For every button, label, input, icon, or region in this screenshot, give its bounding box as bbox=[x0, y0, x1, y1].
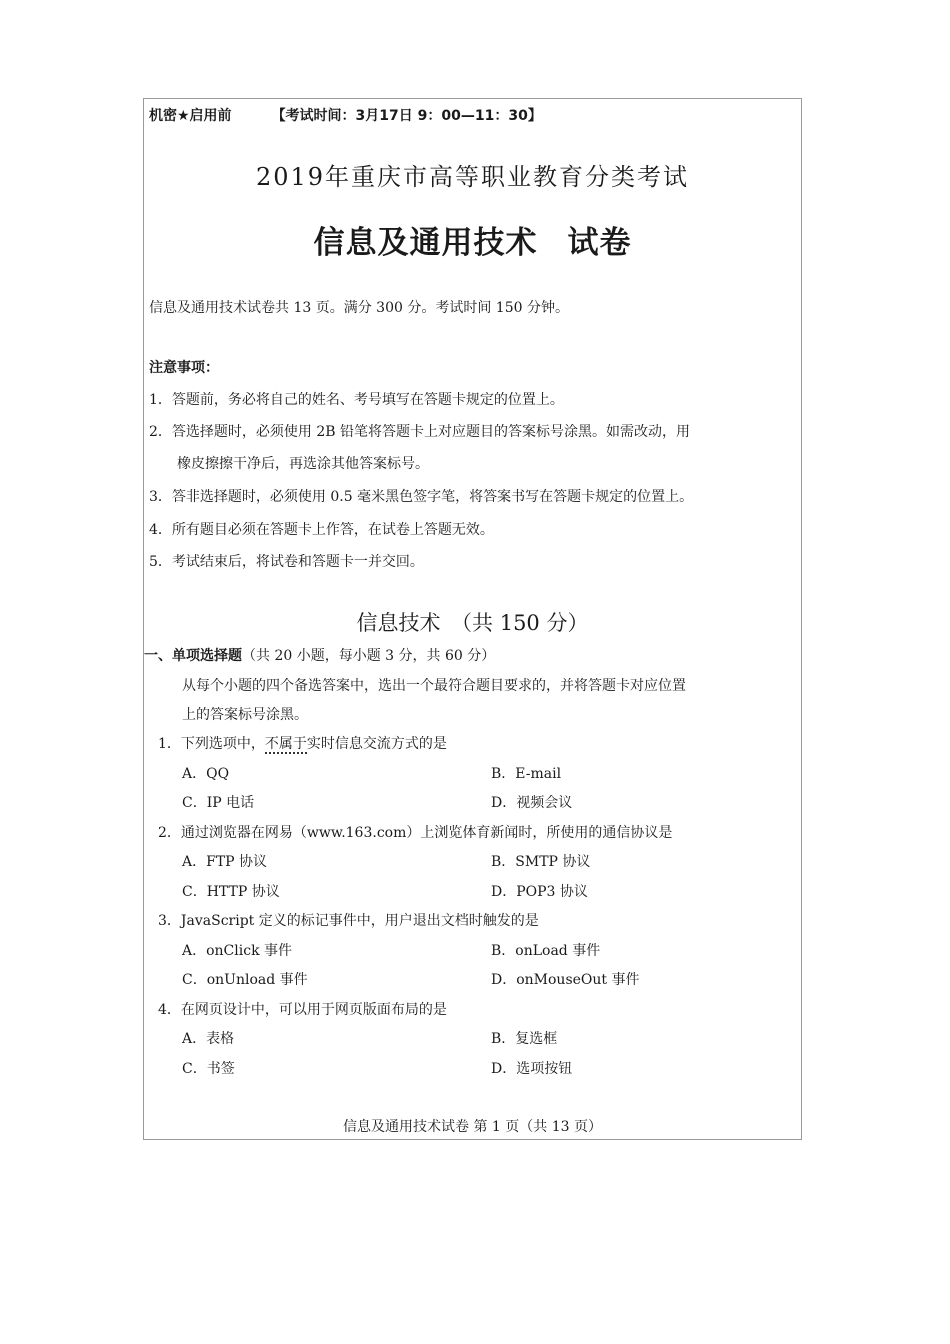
question-3-option-a: A．onClick 事件 bbox=[182, 943, 292, 959]
note-1: 1．答题前，务必将自己的姓名、考号填写在答题卡规定的位置上。 bbox=[149, 392, 564, 408]
part-instruction: 从每个小题的四个备选答案中，选出一个最符合题目要求的，并将答题卡对应位置 bbox=[182, 678, 686, 694]
paper-intro: 信息及通用技术试卷共 13 页。满分 300 分。考试时间 150 分钟。 bbox=[149, 300, 569, 316]
note-2-continued: 橡皮擦擦干净后，再选涂其他答案标号。 bbox=[177, 456, 429, 472]
question-2-option-b: B．SMTP 协议 bbox=[491, 854, 591, 870]
part-label: 一、单项选择题 bbox=[144, 648, 242, 664]
page-footer: 信息及通用技术试卷 第 1 页（共 13 页） bbox=[343, 1119, 602, 1135]
question-1-option-c: C．IP 电话 bbox=[182, 795, 255, 811]
confidential-label: 机密★启用前 bbox=[149, 108, 232, 124]
exam-title: 2019年重庆市高等职业教育分类考试 bbox=[255, 163, 690, 191]
part-heading bbox=[144, 645, 495, 665]
question-3-option-d: D．onMouseOut 事件 bbox=[491, 972, 640, 988]
section-title: 信息技术 （共 150 分） bbox=[356, 611, 589, 635]
question-3-option-b: B．onLoad 事件 bbox=[491, 943, 601, 959]
page-header bbox=[149, 105, 542, 125]
exam-time: 【考试时间：3月17日 9：00—11：30】 bbox=[271, 108, 542, 124]
paper-title bbox=[144, 217, 801, 262]
paper-title-subject: 信息及通用技术 bbox=[313, 225, 538, 261]
question-4-stem: 4．在网页设计中，可以用于网页版面布局的是 bbox=[158, 1002, 447, 1018]
note-3: 3．答非选择题时，必须使用 0.5 毫米黑色签字笔，将答案书写在答题卡规定的位置上。 bbox=[149, 489, 694, 505]
emphasis-text: 不属于 bbox=[264, 736, 307, 752]
exam-page bbox=[143, 98, 802, 1140]
question-1-option-d: D．视频会议 bbox=[491, 795, 573, 811]
question-4-option-c: C．书签 bbox=[182, 1061, 235, 1077]
question-1-stem: 1．下列选项中，不属于实时信息交流方式的是 bbox=[158, 736, 447, 752]
question-2-option-a: A．FTP 协议 bbox=[182, 854, 268, 870]
note-2: 2．答选择题时，必须使用 2B 铅笔将答题卡上对应题目的答案标号涂黑。如需改动，用 bbox=[149, 424, 691, 440]
note-4: 4．所有题目必须在答题卡上作答，在试卷上答题无效。 bbox=[149, 522, 494, 538]
question-2-option-c: C．HTTP 协议 bbox=[182, 884, 280, 900]
question-2-option-d: D．POP3 协议 bbox=[491, 884, 588, 900]
note-5: 5．考试结束后，将试卷和答题卡一并交回。 bbox=[149, 554, 424, 570]
notes-heading: 注意事项： bbox=[149, 360, 219, 376]
paper-title-suffix: 试卷 bbox=[567, 225, 632, 261]
question-1-option-a: A．QQ bbox=[182, 766, 230, 782]
question-4-option-a: A．表格 bbox=[182, 1031, 235, 1047]
question-4-option-d: D．选项按钮 bbox=[491, 1061, 573, 1077]
question-2-stem: 2．通过浏览器在网易（www.163.com）上浏览体育新闻时，所使用的通信协议是 bbox=[158, 825, 673, 841]
question-4-option-b: B．复选框 bbox=[491, 1031, 558, 1047]
question-3-stem: 3．JavaScript 定义的标记事件中，用户退出文档时触发的是 bbox=[158, 913, 539, 929]
part-detail: （共 20 小题，每小题 3 分，共 60 分） bbox=[242, 648, 496, 664]
question-1-option-b: B．E-mail bbox=[491, 766, 562, 782]
question-3-option-c: C．onUnload 事件 bbox=[182, 972, 308, 988]
part-instruction-continued: 上的答案标号涂黑。 bbox=[182, 707, 308, 723]
